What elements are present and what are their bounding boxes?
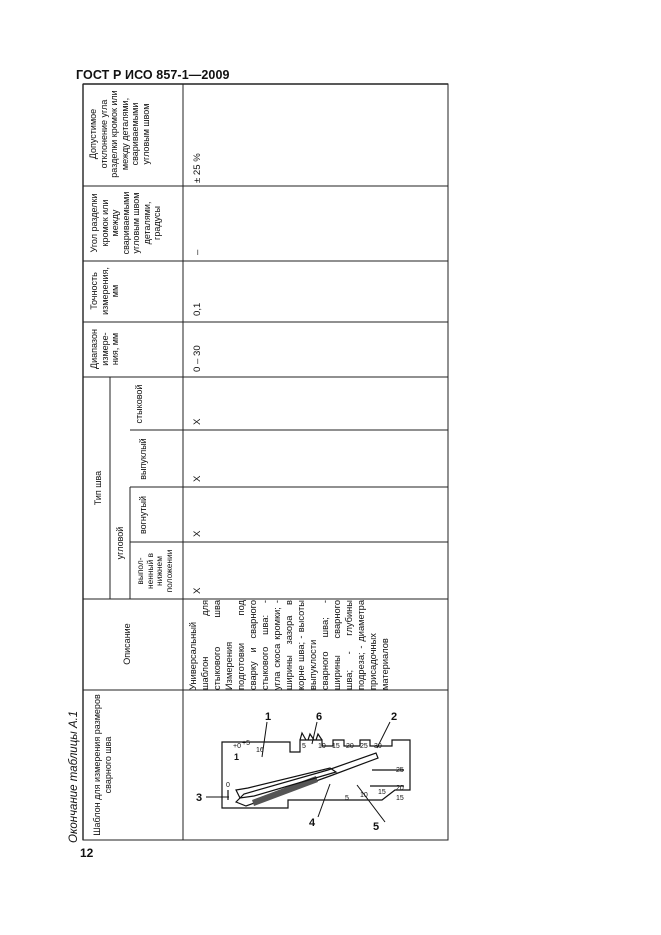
cell-flat-position: X (192, 587, 203, 594)
header-template: Шаблон для измерения размеров сварного шва (92, 694, 113, 836)
scale-mark: 16 (256, 747, 264, 754)
cell-angle: – (192, 249, 203, 255)
scale-mark: 20 (396, 785, 404, 792)
cell-description: Универсальный шаблон для стыкового шва Измерения подготовки под сварку и сварного стыкового шва: - угла скоса кромки; - ширины зазора в корне шва; - высоты выпуклости сварного шва; - ширины сварного шва; - глубины подреза; - диаметра присадочных материалов (188, 600, 390, 690)
page-number: 12 (80, 846, 94, 860)
gauge-body (222, 733, 410, 808)
header-angle: Угол разделки кромок или между свариваемыми угловым швом деталями, градусы (89, 191, 162, 255)
scale-mark: 15 (396, 795, 404, 802)
scale-mark: 15 (332, 743, 340, 750)
header-range: Диапазон измере-ния, мм (89, 329, 120, 369)
table-caption: Окончание таблицы А.1 (68, 710, 80, 843)
scale-mark: 25 (396, 767, 404, 774)
cell-butt: X (192, 418, 203, 425)
cell-convex: X (192, 475, 203, 482)
scale-mark: +0 (233, 743, 241, 750)
callout-4: 4 (309, 817, 316, 829)
scale-mark: 10 (360, 792, 368, 799)
scale-mark: +5 (242, 740, 250, 747)
header-description: Описание (122, 623, 132, 665)
callout-2: 2 (391, 711, 398, 723)
header-fillet: угловой (115, 526, 125, 560)
cell-range: 0 – 30 (192, 345, 203, 372)
header-convex: выпуклый (138, 438, 148, 480)
header-accuracy: Точность измерения, мм (89, 267, 120, 315)
header-flat-position: выпол-ненный в нижнем положении (135, 549, 174, 593)
cell-accuracy: 0,1 (192, 302, 203, 316)
callout-6: 6 (316, 711, 323, 723)
scale-mark: 5 (345, 795, 349, 802)
scale-mark: 30 (374, 743, 382, 750)
scale-mark: 5 (302, 743, 306, 750)
callout-1: 1 (265, 711, 272, 723)
callout-3: 3 (196, 792, 203, 804)
header-deviation: Допустимое отклонение угла разделки кромок или между деталями, свариваемыми угловым швом (88, 90, 151, 178)
callout-5: 5 (373, 821, 380, 833)
scale-mark: 20 (346, 743, 354, 750)
scale-mark: 0 (226, 782, 230, 789)
scale-mark: 10 (318, 743, 326, 750)
cell-concave: X (192, 530, 203, 537)
header-butt: стыковой (134, 384, 144, 424)
cell-deviation: ± 25 % (192, 153, 203, 183)
scale-mark: 1 (234, 752, 240, 762)
header-seam-type: Тип шва (93, 470, 103, 506)
standard-header: ГОСТ Р ИСО 857-1—2009 (76, 68, 230, 82)
scale-mark: 25 (360, 743, 368, 750)
scale-mark: 15 (378, 789, 386, 796)
header-concave: вогнутый (138, 495, 148, 535)
